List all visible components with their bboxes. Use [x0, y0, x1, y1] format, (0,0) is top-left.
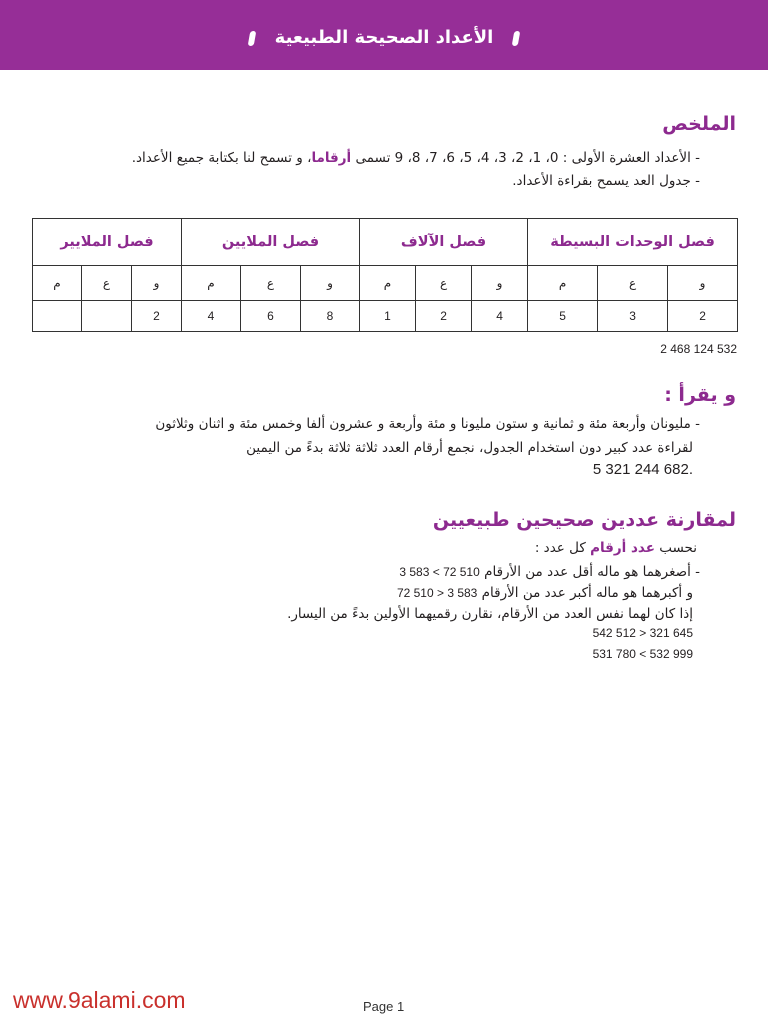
rule-more-digits-text: و أكبرهما هو ماله أكبر عدد من الأرقام [481, 585, 693, 601]
digit-cell: 4 [182, 301, 241, 332]
digit-cell: 2 [416, 301, 472, 332]
digit-cell [33, 301, 82, 332]
digit-cell: 2 [668, 301, 738, 332]
comparison-example: 531 780 < 532 999 [592, 647, 693, 661]
comparison-intro-end: كل عدد : [534, 540, 591, 556]
table-place-header-row [33, 266, 738, 301]
rule-fewer-digits-text: - أصغرهما هو ماله أقل عدد من الأرقام [484, 564, 700, 580]
place-header: ع [82, 266, 132, 301]
reading-example-number: 5 321 244 682. [592, 461, 693, 478]
place-header: و [301, 266, 360, 301]
summary-heading: الملخص [662, 113, 736, 135]
digit-count-highlight: عدد أرقام [590, 540, 655, 556]
place-header: و [472, 266, 528, 301]
class-header-thousands: فصل الآلاف [360, 219, 528, 266]
page-title: الأعداد الصحيحة الطبيعية [274, 27, 494, 48]
summary-digits-text-end: ، و تسمح لنا بكتابة جميع الأعداد. [131, 150, 312, 166]
digit-cell: 8 [301, 301, 360, 332]
table-class-header-row [33, 219, 738, 266]
reading-heading: و يقرأ : [664, 384, 736, 406]
title-left-ornament [247, 31, 256, 46]
digit-cell: 3 [598, 301, 668, 332]
digit-cell: 4 [472, 301, 528, 332]
place-header: ع [598, 266, 668, 301]
header-band [0, 0, 768, 70]
place-value-table [32, 218, 738, 332]
summary-digits-line [132, 148, 700, 168]
place-header: ع [241, 266, 301, 301]
rule-same-digits: إذا كان لهما نفس العدد من الأرقام، نقارن رقميهما الأولين بدءً من اليسار. [287, 606, 693, 622]
rule-more-digits-example: 72 510 > 3 583 [396, 586, 478, 600]
comparison-heading: لمقارنة عددين صحيحين طبيعيين [432, 509, 736, 531]
table-digits-row [33, 301, 738, 332]
reading-number-words: - مليونان وأربعة مئة و ثمانية و ستون مليونا و مئة وأربعة و عشرون ألفا وخمس مئة و اثنان وثلاثون [155, 416, 700, 432]
place-header: م [182, 266, 241, 301]
header-title-row [0, 0, 768, 70]
summary-table-line: - جدول العد يسمح بقراءة الأعداد. [512, 173, 700, 189]
table-number: 2 468 124 532 [660, 342, 737, 356]
class-header-units: فصل الوحدات البسيطة [528, 219, 738, 266]
title-right-ornament [512, 31, 521, 46]
digits-term-highlight: أرقاما [311, 150, 352, 166]
digit-cell: 5 [528, 301, 598, 332]
digit-cell [82, 301, 132, 332]
place-header: م [360, 266, 416, 301]
digit-cell: 2 [132, 301, 182, 332]
class-header-billions: فصل الملايير [33, 219, 182, 266]
place-header: و [668, 266, 738, 301]
summary-digits-text: - الأعداد العشرة الأولى : 0، 1، 2، 3، 4، 5، 6، 7، 8، 9 تسمى [351, 150, 700, 166]
comparison-intro [535, 538, 697, 558]
digit-cell: 6 [241, 301, 301, 332]
rule-fewer-digits [399, 562, 700, 582]
place-header: و [132, 266, 182, 301]
rule-more-digits [397, 583, 693, 603]
place-header: م [528, 266, 598, 301]
comparison-intro-text: نحسب [654, 540, 697, 556]
comparison-example: 542 512 > 321 645 [592, 626, 693, 640]
reading-rule: لقراءة عدد كبير دون استخدام الجدول، نجمع أرقام العدد ثلاثة ثلاثة بدءً من اليمين [246, 440, 693, 456]
place-header: ع [416, 266, 472, 301]
page-number: Page 1 [363, 999, 405, 1014]
class-header-millions: فصل الملايين [182, 219, 360, 266]
digit-cell: 1 [360, 301, 416, 332]
website-watermark: www.9alami.com [13, 987, 186, 1013]
rule-fewer-digits-example: 3 583 < 72 510 [399, 565, 480, 579]
place-header: م [33, 266, 82, 301]
